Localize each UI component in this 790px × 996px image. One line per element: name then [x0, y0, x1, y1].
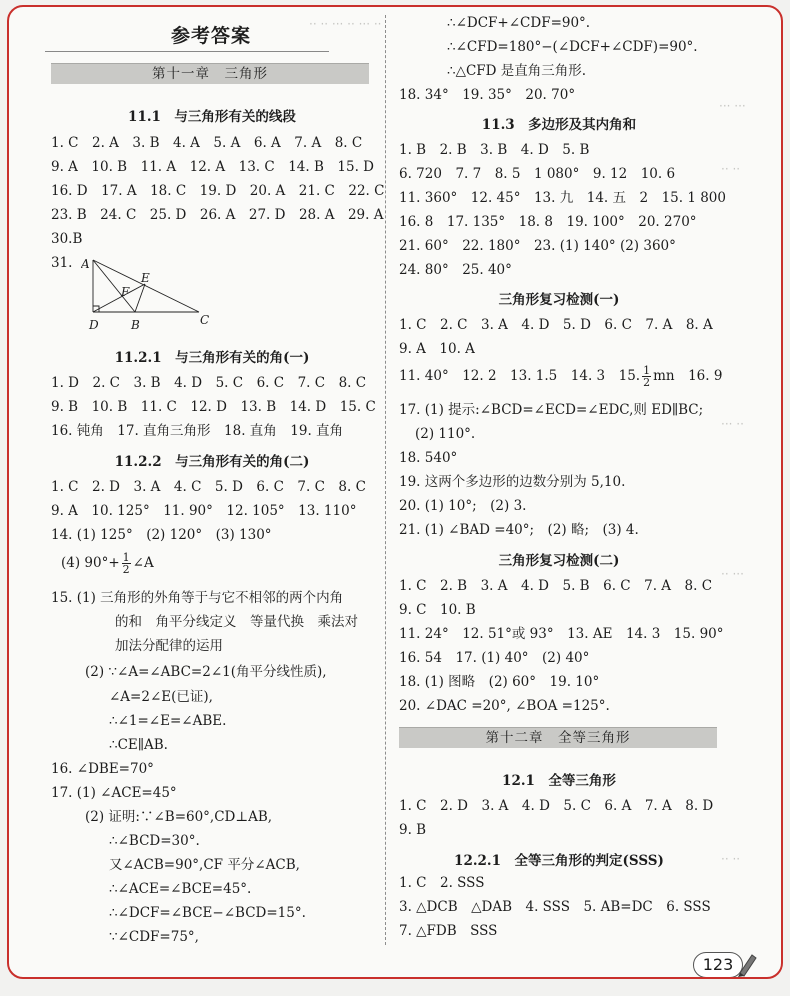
label-d: D [89, 318, 99, 332]
page-title: 参考答案 [171, 25, 252, 47]
answer-line: 16. ∠DBE=70° [51, 761, 154, 777]
answer-line: 18. 34° 19. 35° 20. 70° [399, 87, 576, 103]
answer-line: 16. 54 17. (1) 40° (2) 40° [399, 650, 590, 666]
label-e: E [141, 271, 150, 285]
pencil-icon [736, 951, 758, 977]
label-a: A [81, 257, 90, 271]
answer-line: ∴∠BCD=30°. [109, 833, 200, 849]
review-test-1-title: 三角形复习检测(一) [498, 292, 620, 308]
bleed-through-text: ·· ·· [721, 852, 741, 866]
answer-line: 9. A 10. B 11. A 12. A 13. C 14. B 15. D [51, 159, 374, 175]
chapter-11-header: 第十一章 三角形 [51, 63, 369, 84]
label-c: C [200, 313, 210, 327]
page-frame [7, 5, 783, 979]
answer-line: ∴∠DCF+∠CDF=90°. [447, 15, 591, 31]
label-f: F [121, 285, 130, 299]
answer-line: 1. C 2. D 3. A 4. C 5. D 6. C 7. C 8. C [51, 479, 366, 495]
answer-line: 21. (1) ∠BAD =40°; (2) 略; (3) 4. [399, 522, 639, 538]
answer-line: 6. 720 7. 7 8. 5 1 080° 9. 12 10. 6 [399, 166, 676, 182]
answer-line: 16. 钝角 17. 直角三角形 18. 直角 19. 直角 [51, 423, 344, 439]
answer-line: 17. (1) ∠ACE=45° [51, 785, 177, 801]
section-11-3-title: 11.3 多边形及其内角和 [481, 117, 637, 133]
segment-df [93, 284, 145, 312]
answer-line: 1. C 2. SSS [399, 875, 485, 891]
answer-line: (2) 证明:∵∠B=60°,CD⊥AB, [85, 809, 273, 825]
fraction: $\frac{1}{2}$ [643, 364, 651, 389]
answer-line: 31. [51, 255, 73, 271]
chapter-12-header: 第十二章 全等三角形 [399, 727, 717, 748]
title-rule [45, 51, 329, 52]
section-11-1-title: 11.1 与三角形有关的线段 [128, 109, 296, 125]
answer-line: 1. D 2. C 3. B 4. D 5. C 6. C 7. C 8. C [51, 375, 367, 391]
section-12-2-1-title: 12.2.1 全等三角形的判定(SSS) [454, 853, 664, 869]
page-number-badge: 123 [693, 952, 743, 978]
answer-line: 11. 360° 12. 45° 13. 九 14. 五 2 15. 1 800 [399, 190, 726, 206]
answer-line: 9. B [399, 822, 427, 838]
answer-line: 16. D 17. A 18. C 19. D 20. A 21. C 22. C [51, 183, 385, 199]
answer-line: ∴∠DCF=∠BCE−∠BCD=15°. [109, 905, 306, 921]
answer-line: 15. (1) 三角形的外角等于与它不相邻的两个内角 [51, 590, 344, 606]
answer-line: 1. C 2. A 3. B 4. A 5. A 6. A 7. A 8. C [51, 135, 363, 151]
answer-line: 9. B 10. B 11. C 12. D 13. B 14. D 15. C [51, 399, 376, 415]
section-11-2-1-title: 11.2.1 与三角形有关的角(一) [114, 350, 310, 366]
answer-line: 加法分配律的运用 [115, 638, 223, 654]
answer-line: 1. B 2. B 3. B 4. D 5. B [399, 142, 590, 158]
bleed-through-text: ·· ··· [721, 567, 744, 581]
answer-line: ∴∠ACE=∠BCE=45°. [109, 881, 252, 897]
answer-line: 11. 24° 12. 51°或 93° 13. AE 14. 3 15. 90° [399, 626, 724, 642]
answer-line: 20. ∠DAC =20°, ∠BOA =125°. [399, 698, 610, 714]
answer-line: 1. C 2. D 3. A 4. D 5. C 6. A 7. A 8. D [399, 798, 714, 814]
answer-line: ∠A=2∠E(已证), [109, 689, 213, 705]
answer-line: 18. 540° [399, 450, 458, 466]
answer-line: 的和 角平分线定义 等量代换 乘法对 [115, 614, 358, 630]
bleed-through-text: ·· ·· [721, 162, 741, 176]
answer-line: (2) 110°. [415, 426, 476, 442]
bleed-through-text: ··· ··· [719, 99, 746, 113]
label-b: B [131, 318, 140, 332]
answer-line: 1. C 2. C 3. A 4. D 5. D 6. C 7. A 8. A [399, 317, 713, 333]
answer-line: 9. C 10. B [399, 602, 476, 618]
bleed-through-text: ··· ·· [721, 417, 744, 431]
answer-line: 20. (1) 10°; (2) 3. [399, 498, 527, 514]
answer-line: 14. (1) 125° (2) 120° (3) 130° [51, 527, 272, 543]
answer-line: ∴∠CFD=180°−(∠DCF+∠CDF)=90°. [447, 39, 698, 55]
answer-line: ∴∠1=∠E=∠ABE. [109, 713, 227, 729]
answer-line: 7. △FDB SSS [399, 923, 498, 939]
answer-line: 1. C 2. B 3. A 4. D 5. B 6. C 7. A 8. C [399, 578, 713, 594]
answer-line: 又∠ACB=90°,CF 平分∠ACB, [109, 857, 300, 873]
answer-line: 30.B [51, 231, 83, 247]
answer-line: 18. (1) 图略 (2) 60° 19. 10° [399, 674, 600, 690]
answer-line: 3. △DCB △DAB 4. SSS 5. AB=DC 6. SSS [399, 899, 711, 915]
answer-line: 21. 60° 22. 180° 23. (1) 140° (2) 360° [399, 238, 676, 254]
answer-line: 24. 80° 25. 40° [399, 262, 512, 278]
column-divider [385, 15, 386, 945]
answer-line: 9. A 10. 125° 11. 90° 12. 105° 13. 110° [51, 503, 357, 519]
answer-line: (2) ∵∠A=∠ABC=2∠1(角平分线性质), [85, 664, 327, 680]
answer-line: ∴CE∥AB. [109, 737, 168, 753]
answer-line: 19. 这两个多边形的边数分别为 5,10. [399, 474, 626, 490]
bleed-through-text: ·· ·· ··· ·· ··· ·· [309, 17, 382, 31]
side-ac [93, 260, 199, 312]
answer-line: 17. (1) 提示:∠BCD=∠ECD=∠EDC,则 ED∥BC; [399, 402, 704, 418]
answer-line: 16. 8 17. 135° 18. 8 19. 100° 20. 270° [399, 214, 697, 230]
answer-line: ∴△CFD 是直角三角形. [447, 63, 587, 79]
triangle-diagram [81, 252, 211, 332]
answer-line: 9. A 10. A [399, 341, 475, 357]
section-11-2-2-title: 11.2.2 与三角形有关的角(二) [114, 454, 310, 470]
section-12-1-title: 12.1 全等三角形 [502, 773, 616, 789]
answer-line-fraction: (4) 90°+ $\frac{1}{2}$ ∠A [61, 551, 154, 576]
review-test-2-title: 三角形复习检测(二) [498, 553, 620, 569]
answer-line: ∵∠CDF=75°, [109, 929, 199, 945]
answer-line: 23. B 24. C 25. D 26. A 27. D 28. A 29. A [51, 207, 384, 223]
fraction: $\frac{1}{2}$ [122, 551, 130, 576]
answer-line-fraction: 11. 40° 12. 2 13. 1.5 14. 3 15. $\frac{1}{2}$ mn 16. 9 [399, 364, 723, 389]
